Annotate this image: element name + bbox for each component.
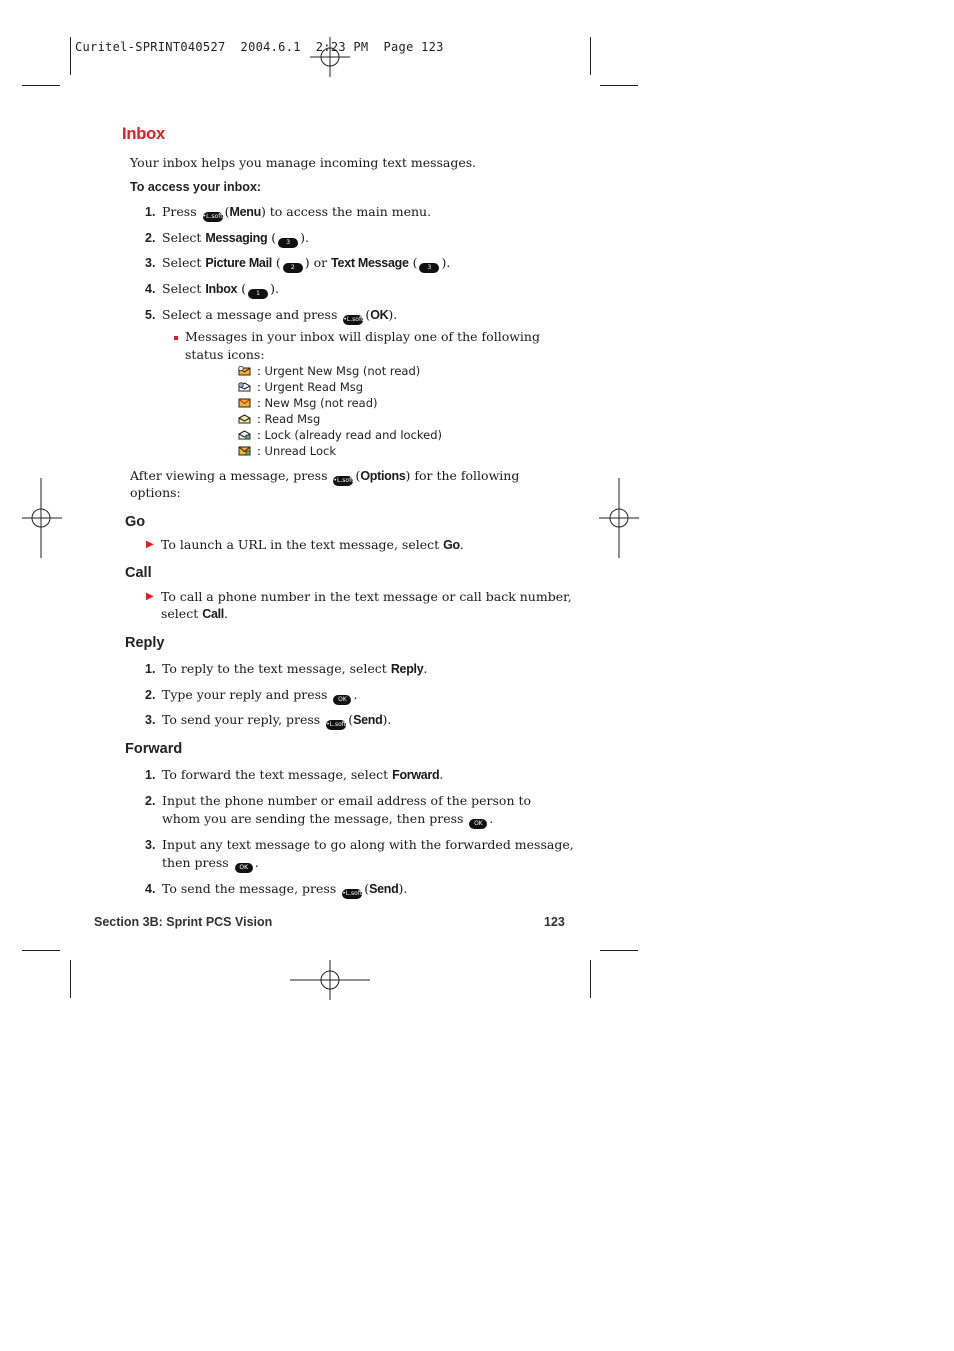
menu-key-icon: •L.soft — [342, 890, 363, 897]
triangle-bullet-icon: ▶ — [146, 591, 154, 602]
forward-step: then press OK . — [162, 855, 259, 871]
registration-mark-icon — [290, 960, 370, 1000]
step-number: 1. — [145, 768, 156, 782]
crop-mark — [600, 950, 638, 951]
step-number: 2. — [145, 231, 156, 245]
step-number: 1. — [145, 205, 156, 219]
registration-mark-icon — [310, 37, 350, 77]
step-5: Select a message and press •L.soft (OK). — [162, 307, 398, 323]
page-title: Inbox — [122, 125, 165, 143]
unread-lock-icon — [238, 446, 251, 456]
footer-section: Section 3B: Sprint PCS Vision — [94, 915, 273, 929]
status-row: : Lock (already read and locked) — [238, 427, 442, 443]
crop-mark — [70, 960, 71, 998]
lock-icon — [238, 430, 251, 440]
ok-key-icon: OK — [469, 819, 487, 829]
step-number: 5. — [145, 308, 156, 322]
step-number: 2. — [145, 794, 156, 808]
urgent-new-msg-icon — [238, 366, 251, 376]
status-row: : Urgent Read Msg — [238, 379, 363, 395]
step-3: Select Picture Mail ( 2 ) or Text Message ( 3 ). — [162, 255, 451, 271]
call-text: select Call. — [161, 606, 228, 621]
status-row: : New Msg (not read) — [238, 395, 378, 411]
menu-key-icon: •L.soft — [202, 213, 223, 220]
reply-step: Type your reply and press OK . — [162, 687, 358, 703]
new-msg-icon — [238, 398, 251, 408]
step-number: 3. — [145, 713, 156, 727]
forward-step: To forward the text message, select Forward. — [162, 767, 444, 782]
section-heading-reply: Reply — [125, 635, 165, 651]
key-3-icon: 3 — [419, 263, 439, 273]
section-heading-forward: Forward — [125, 741, 183, 757]
sub-bullet-line: Messages in your inbox will display one of the following — [185, 329, 540, 344]
step-number: 4. — [145, 282, 156, 296]
ok-key-icon: OK — [235, 863, 253, 873]
triangle-bullet-icon: ▶ — [146, 539, 154, 550]
step-number: 3. — [145, 256, 156, 270]
crop-mark — [22, 85, 60, 86]
bullet-square-icon — [174, 336, 178, 340]
crop-mark — [590, 960, 591, 998]
access-label: To access your inbox: — [130, 180, 262, 194]
reply-step: To reply to the text message, select Reply. — [162, 661, 428, 676]
reply-step: To send your reply, press •L.soft (Send). — [162, 712, 392, 728]
status-row: : Urgent New Msg (not read) — [238, 363, 420, 379]
urgent-read-msg-icon — [238, 382, 251, 392]
forward-step: whom you are sending the message, then press OK . — [162, 811, 494, 827]
crop-mark — [600, 85, 638, 86]
step-number: 3. — [145, 838, 156, 852]
status-row: : Read Msg — [238, 411, 320, 427]
step-number: 2. — [145, 688, 156, 702]
after-viewing-text: After viewing a message, press •L.soft (Options) for the following — [130, 468, 520, 484]
print-slug: Curitel-SPRINT040527 2004.6.1 2:23 PM Page 123 — [75, 40, 444, 54]
step-2: Select Messaging ( 3 ). — [162, 230, 309, 246]
intro-text: Your inbox helps you manage incoming text messages. — [130, 155, 477, 170]
step-number: 1. — [145, 662, 156, 676]
crop-mark — [590, 37, 591, 75]
ok-key-icon: OK — [333, 695, 351, 705]
sub-bullet-line: status icons: — [185, 347, 265, 362]
section-heading-call: Call — [125, 565, 152, 581]
section-heading-go: Go — [125, 514, 146, 530]
registration-mark-icon — [599, 478, 639, 558]
forward-step: To send the message, press •L.soft (Send). — [162, 881, 408, 897]
crop-mark — [22, 950, 60, 951]
forward-step: Input the phone number or email address of the person to — [162, 793, 532, 808]
forward-step: Input any text message to go along with the forwarded message, — [162, 837, 574, 852]
registration-mark-icon — [22, 478, 62, 558]
crop-mark — [70, 37, 71, 75]
key-3-icon: 3 — [278, 238, 298, 248]
step-number: 4. — [145, 882, 156, 896]
key-2-icon: 2 — [283, 263, 303, 273]
step-4: Select Inbox ( 1 ). — [162, 281, 279, 297]
go-text: To launch a URL in the text message, select Go. — [161, 537, 464, 552]
menu-key-icon: •L.soft — [326, 721, 347, 728]
read-msg-icon — [238, 414, 251, 424]
call-text: To call a phone number in the text message or call back number, — [161, 589, 572, 604]
step-1: Press •L.soft (Menu) to access the main menu. — [162, 204, 432, 220]
key-1-icon: 1 — [248, 289, 268, 299]
menu-key-icon: •L.soft — [343, 316, 364, 323]
status-row: : Unread Lock — [238, 443, 336, 459]
page-number: 123 — [544, 915, 565, 929]
after-viewing-text: options: — [130, 485, 181, 500]
menu-key-icon: •L.soft — [333, 477, 354, 484]
